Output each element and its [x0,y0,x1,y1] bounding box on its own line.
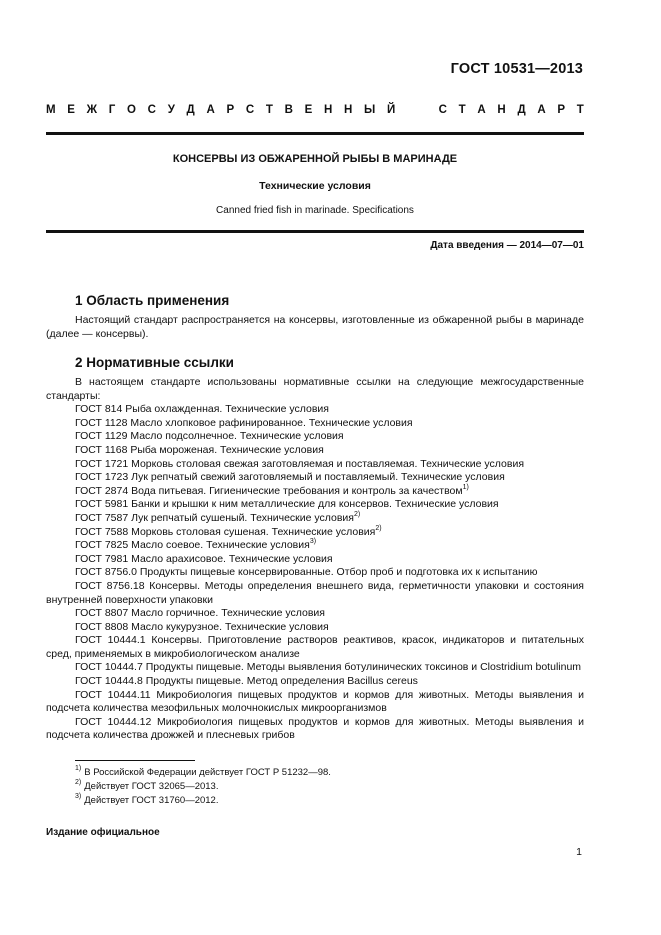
banner-letter: М [46,104,56,116]
footnote-mark: 3) [75,793,82,800]
reference-item [46,539,584,553]
banner-letter: Р [557,104,566,116]
reference-text: ГОСТ 1128 Масло хлопковое рафинированное. Технические условия [75,416,413,429]
reference-text: ГОСТ 10444.12 Микробиология пищевых продуктов и кормов для животных. Методы выявления и подсчета количества дрожжей и плесневых грибов [46,715,584,742]
banner-letter: Е [304,104,313,116]
reference-item [46,512,584,526]
reference-item [46,689,584,716]
reference-text: ГОСТ 10444.11 Микробиология пищевых продуктов и кормов для животных. Методы выявления и подсчета количества мезофильных молочнокислых микроорганизмов [46,688,584,715]
banner-letter: Н [344,104,353,116]
reference-item [46,444,584,458]
banner-letter: А [206,104,215,116]
footnote-item [75,766,331,780]
reference-text: ГОСТ 7588 Морковь столовая сушеная. Технические условия [75,525,376,538]
reference-text: ГОСТ 1721 Морковь столовая свежая заготовляемая и поставляемая. Технические условия [75,457,525,470]
reference-item [46,621,584,635]
banner-letter: Д [186,104,195,116]
reference-item [46,661,584,675]
banner-letter: Ы [364,104,376,116]
reference-item [46,403,584,417]
reference-item [46,458,584,472]
banner-letter: Г [108,104,116,116]
banner-letter: С [438,104,447,116]
reference-item [46,607,584,621]
banner-letter: С [245,104,255,116]
footnote-divider [75,760,195,761]
footnote-text: Действует ГОСТ 32065—2013. [84,781,219,792]
document-title: КОНСЕРВЫ ИЗ ОБЖАРЕННОЙ РЫБЫ В МАРИНАДЕ [172,153,458,165]
official-edition-label: Издание официальное [46,827,160,838]
reference-text: ГОСТ 10444.7 Продукты пищевые. Методы выявления ботулинических токсинов и Clostridium botulinum [75,661,582,674]
banner-letter: Е [67,104,75,116]
header-divider [46,132,584,135]
interstate-standard-banner [46,104,584,116]
introduction-date: Дата введения — 2014—07—01 [430,240,584,251]
footnote-marker: 2) [375,524,382,532]
reference-text: ГОСТ 10444.8 Продукты пищевые. Метод определения Bacillus cereus [75,675,418,688]
footnote-marker: 1) [462,483,469,491]
footnote-text: В Российской Федерации действует ГОСТ Р 51232—98. [84,767,331,778]
reference-text: ГОСТ 7981 Масло арахисовое. Технические условия [75,552,333,565]
section-2-intro: В настоящем стандарте использованы нормативные ссылки на следующие межгосударственные стандарты: [46,376,584,402]
footnote-text: Действует ГОСТ 31760—2012. [84,795,219,806]
reference-text: ГОСТ 8756.18 Консервы. Методы определения внешнего вида, герметичности упаковки и состояния внутренней поверхности упаковки [46,579,584,606]
banner-letter: Ж [86,104,98,116]
footnote-mark: 2) [75,779,82,786]
banner-letter: Й [386,104,396,116]
reference-text: ГОСТ 8807 Масло горчичное. Технические условия [75,607,325,620]
banner-letter: О [127,104,136,116]
reference-item [46,526,584,540]
title-divider [46,230,584,233]
banner-letter: Р [226,104,235,116]
footnote-marker: 3) [309,538,317,546]
reference-text: ГОСТ 8756.0 Продукты пищевые консервированные. Отбор проб и подготовка их к испытанию [75,566,538,579]
document-subtitle: Технические условия [259,180,371,192]
reference-text: ГОСТ 814 Рыба охлажденная. Технические условия [75,403,329,416]
reference-text: ГОСТ 8808 Масло кукурузное. Технические условия [75,620,329,633]
banner-letter: С [147,104,156,116]
reference-item [46,471,584,485]
banner-letter: Т [576,104,584,116]
reference-item [46,634,584,661]
banner-letter: А [477,104,486,116]
banner-letter: Н [497,104,506,116]
banner-letter: Н [323,104,333,116]
section-2-heading: 2 Нормативные ссылки [75,355,234,370]
reference-item [46,675,584,689]
reference-item [46,580,584,607]
banner-letter: В [284,104,293,116]
footnotes [75,766,331,808]
reference-item [46,553,584,567]
banner-letter: Т [265,104,273,116]
standard-code: ГОСТ 10531—2013 [450,61,583,77]
reference-text: ГОСТ 7825 Масло соевое. Технические условия [75,539,310,552]
reference-text: ГОСТ 1168 Рыба мороженая. Технические условия [75,443,324,456]
reference-item [46,566,584,580]
reference-text: ГОСТ 2874 Вода питьевая. Гигиенические требования и контроль за качеством [75,484,463,497]
reference-list [46,403,584,743]
normative-references [46,376,584,743]
reference-item [46,716,584,743]
banner-word-gap [407,104,427,116]
footnote-marker: 2) [353,510,361,518]
reference-item [46,417,584,431]
banner-letter: У [167,104,175,116]
reference-text: ГОСТ 5981 Банки и крышки к ним металлические для консервов. Технические условия [75,498,499,511]
footnote-item [75,780,331,794]
footnote-mark: 1) [75,765,82,772]
banner-letter: Д [517,104,526,116]
banner-letter: Т [458,104,466,116]
section-1-heading: 1 Область применения [75,293,230,308]
reference-item [46,430,584,444]
footnote-item [75,794,331,808]
reference-item [46,498,584,512]
reference-text: ГОСТ 7587 Лук репчатый сушеный. Технические условия [75,511,354,524]
page-number: 1 [576,846,582,858]
document-title-english: Canned fried fish in marinade. Specifications [216,205,414,216]
reference-text: ГОСТ 10444.1 Консервы. Приготовление растворов реактивов, красок, индикаторов и питательных сред, применяемых в микробиологическом анализе [46,634,584,660]
reference-text: ГОСТ 1723 Лук репчатый свежий заготовляемый и поставляемый. Технические условия [75,471,505,484]
section-1-paragraph: Настоящий стандарт распространяется на консервы, изготовленные из обжаренной рыбы в маринаде (далее — консервы). [46,314,584,340]
banner-letter: А [537,104,546,116]
section-1-body [46,314,584,341]
reference-text: ГОСТ 1129 Масло подсолнечное. Технические условия [75,430,344,443]
reference-item [46,485,584,499]
